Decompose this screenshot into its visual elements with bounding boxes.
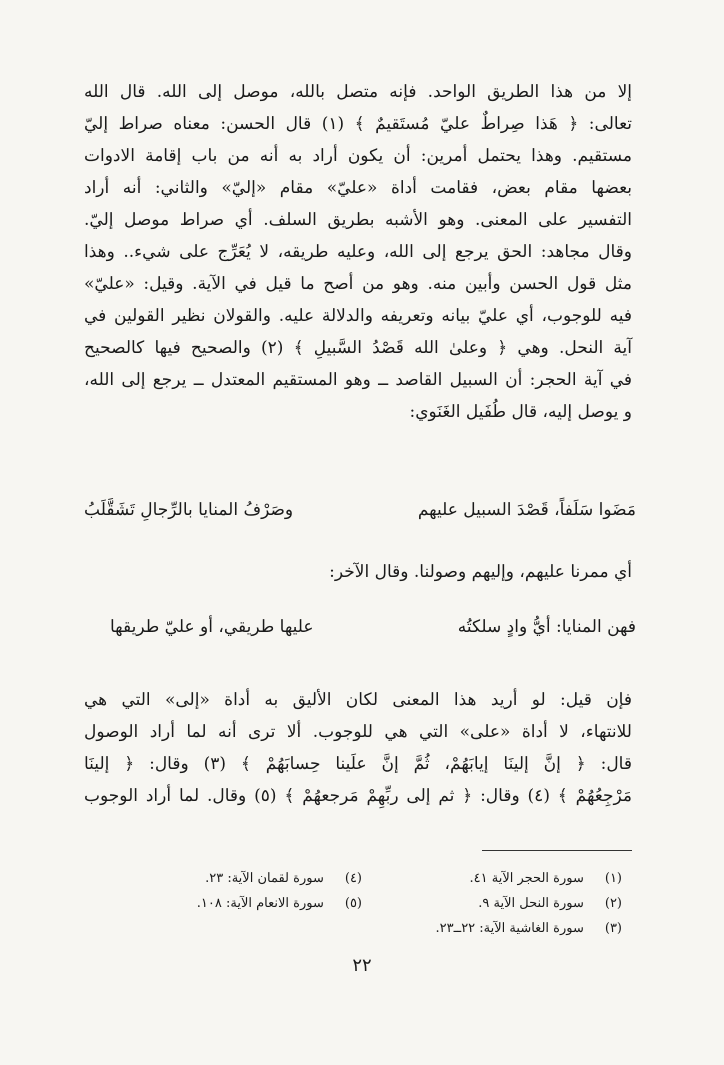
text-line: أي ممرنا عليهم، وإليهم وصولنا. وقال الآخر: [329,562,632,582]
text-line: تعالى: ﴿ هَذا صِراطٌ عليّ مُستَقيمٌ ﴾ (١) قال الحسن: معناه صراط إليّ [84,114,633,134]
footnote-number: (٥) [344,896,362,911]
footnote-number: (٤) [344,871,362,886]
page-number: ٢٢ [352,955,372,976]
footnote-number: (٣) [604,921,622,936]
footnote-number: (٢) [604,896,622,911]
text-line: مستقيم. وهذا يحتمل أمرين: أن يكون أراد به أنه من باب إقامة الادوات [84,146,632,166]
text-line: آية النحل. وهي ﴿ وعلىٰ الله قَصْدُ السَّبيلِ ﴾ (٢) والصحيح فيها كالصحيح [84,338,632,358]
poem-hemistich: فهن المنايا: أيُّ وادٍ سلكتُه [457,617,636,637]
footnote [205,866,362,892]
text-line: مثل قول الحسن وأبين منه. وهو من أصح ما قيل في الآية. وقيل: «عليّ» [84,274,632,294]
poem-hemistich: مَضَوا سَلَفاً، قَصْدَ السبيل عليهم [417,500,636,520]
second-paragraph [84,684,632,812]
footnote-number: (١) [604,871,622,886]
footnote [197,891,362,917]
text-line: إلا من هذا الطريق الواحد. فإنه متصل بالله، موصل إلى الله. قال الله [84,82,632,102]
footnote [470,866,623,892]
text-line: و يوصل إليه، قال طُفَيل الغَنَوي: [409,402,632,422]
text-line: مَرْجِعُهُمْ ﴾ (٤) وقال: ﴿ ثم إلى ربِّهِمْ مَرجعهُمْ ﴾ (٥) وقال. لما أراد الوجوب [84,786,632,806]
text-line: بعضها مقام بعض، فقامت أداة «عليّ» مقام «إليّ» والثاني: أنه أراد [84,178,632,198]
footnote [478,891,622,917]
footnote-text: سورة لقمان الآية: ٢٣. [205,871,324,886]
text-line: للانتهاء، لا أداة «على» التي هي للوجوب. ألا ترى أنه لما أراد الوصول [84,722,632,742]
poem-hemistich: وصَرْفُ المنايا بالرِّجالِ تَشَقَّلَبُ [84,500,294,520]
text-line: فإن قيل: لو أريد هذا المعنى لكان الأليق به أداة «إلى» التي هي [84,690,632,710]
footnote-text: سورة الحجر الآية ٤١. [469,871,584,886]
text-line: فيه للوجوب، أي عليّ بيانه وتعريفه والدلالة عليه. والقولان نظير القولين في [84,306,632,326]
footnote-text: سورة الغاشية الآية: ٢٢ــ٢٣. [435,921,584,936]
text-line: التفسير على المعنى. وهو الأشبه بطريق السلف. أي صراط موصل إليّ. [84,210,632,230]
footnote-divider [482,850,632,851]
text-line: في آية الحجر: أن السبيل القاصد ــ وهو المستقيم المعتدل ــ يرجع إلى الله، [84,370,632,390]
footnote-text: سورة الانعام الآية: ١٠٨. [196,896,324,911]
text-line: قال: ﴿ إنَّ إلينَا إيابَهُمْ، ثُمَّ إنَّ علَينا حِسابَهُمْ ﴾ (٣) وقال: ﴿ إلينَا [84,754,632,774]
footnote [435,916,622,942]
footnote-text: سورة النحل الآية ٩. [478,896,584,911]
text-line: وقال مجاهد: الحق يرجع إلى الله، وعليه طريقه، لا يُعَرِّج على شيء.. وهذا [84,242,632,262]
main-paragraph [84,76,632,428]
poem-hemistich: عليها طريقي، أو عليّ طريقها [110,617,314,637]
